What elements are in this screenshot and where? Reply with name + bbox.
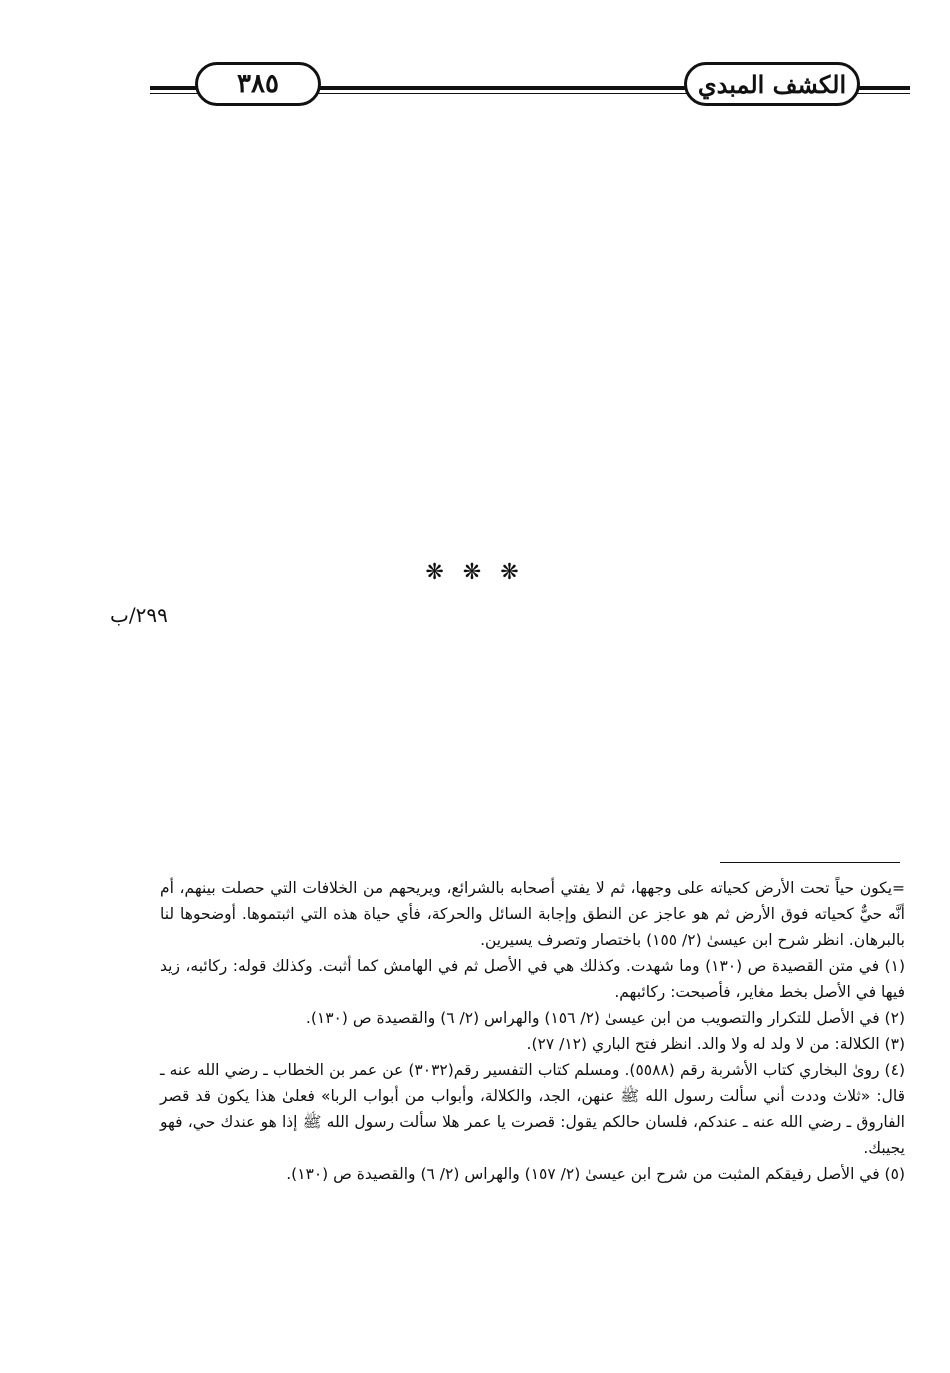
- page-number: ٣٨٥: [195, 62, 321, 106]
- footnote-3: (٣) الكلالة: من لا ولد له ولا والد. انظر فتح الباري (١٢/ ٢٧).: [526, 1035, 905, 1053]
- book-title: الكشف المبدي: [684, 62, 860, 106]
- section-separator: ❋ ❋ ❋: [425, 560, 525, 585]
- page-header: [150, 60, 910, 110]
- footnote-continuation: =يكون حياً تحت الأرض كحياته على وجهها، ثم لا يفتي أصحابه بالشرائع، ويريحهم من الخلافات التي حصلت بينهم، أم أنَّه حيٌّ كحياته فوق الأرض ثم هو عاجز عن النطق وإجابة السائل والحركة، فأي حياة هذه التي اثبتموها. أوضحوها لنا بالبرهان. انظر شرح ابن عيسىٰ (٢/ ١٥٥) باختصار وتصرف يسيرين.: [160, 879, 905, 949]
- footnote-1: (١) في متن القصيدة ص (١٣٠) وما شهدت. وكذلك هي في الأصل ثم في الهامش كما أثبت. وكذلك قوله: ركائبه، زيد فيها في الأصل بخط مغاير، فأصبحت: ركائبهم.: [160, 957, 905, 1001]
- footnote-4: (٤) روىٰ البخاري كتاب الأشربة رقم (٥٥٨٨). ومسلم كتاب التفسير رقم(٣٠٣٢) عن عمر بن الخطاب ـ رضي الله عنه ـ قال: «ثلاث وددت أني سألت رسول الله ﷺ عنهن، الجد، والكلالة، وأبواب من أبواب الربا» فعلىٰ هذا يكون قد قصر الفاروق ـ رضي الله عنه ـ عندكم، فلسان حالكم يقول: قصرت يا عمر هلا سألت رسول الله ﷺ إذا هو عندك حي، فهو يجيبك.: [160, 1061, 905, 1157]
- footnotes: [160, 875, 905, 1187]
- manuscript-folio-reference: ٢٩٩/ب: [110, 603, 168, 627]
- footnote-5: (٥) في الأصل رفيقكم المثبت من شرح ابن عيسىٰ (٢/ ١٥٧) والهراس (٢/ ٦) والقصيدة ص (١٣٠).: [286, 1165, 905, 1183]
- footnote-2: (٢) في الأصل للتكرار والتصويب من ابن عيسىٰ (٢/ ١٥٦) والهراس (٢/ ٦) والقصيدة ص (١٣٠).: [305, 1009, 905, 1027]
- footnote-rule: [720, 862, 900, 863]
